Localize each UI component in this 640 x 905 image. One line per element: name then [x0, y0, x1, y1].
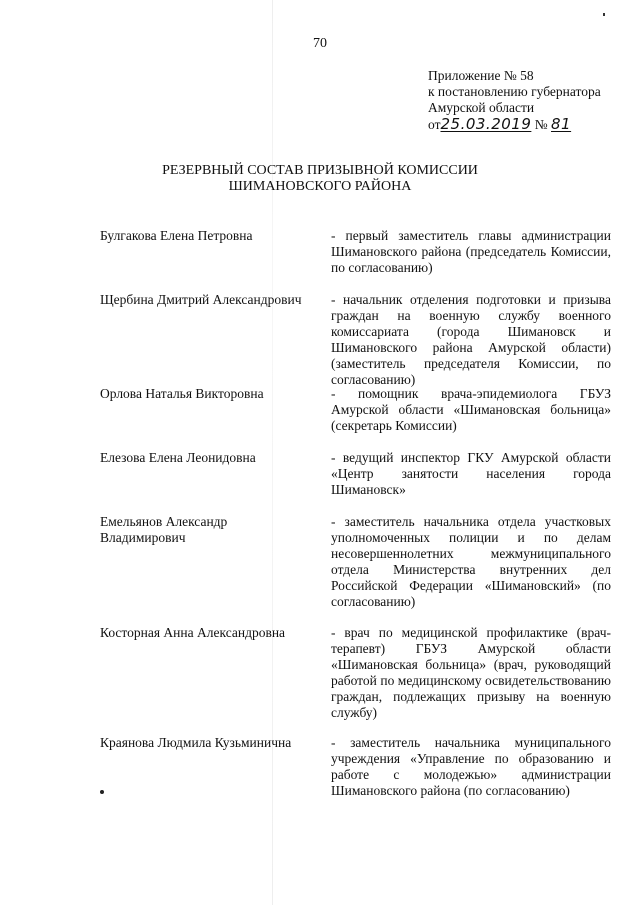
member-name: Щербина Дмитрий Александрович — [100, 292, 302, 307]
appendix-date-line — [428, 116, 628, 133]
appendix-line-3: Амурской области — [428, 100, 535, 115]
member-role: - ведущий инспектор ГКУ Амурской области «Центр занятости населения города Шимановск» — [331, 450, 611, 497]
page-number: 70 — [313, 36, 327, 51]
member-role: - помощник врача-эпидемиолога ГБУЗ Амурской области «Шимановская больница» (секретарь Комиссии) — [331, 386, 611, 433]
member-role: - заместитель начальника отдела участковых уполномоченных полиции и по делам несовершеннолетних межмуниципального отдела Министерства внутренних дел Российской Федерации «Шимановский» (по согласованию) — [331, 514, 611, 609]
handwritten-date: 25.03.2019 — [440, 115, 532, 133]
member-name: Булгакова Елена Петровна — [100, 228, 253, 243]
number-prefix: № — [534, 117, 548, 132]
document-title — [0, 163, 640, 195]
title-line-1: РЕЗЕРВНЫЙ СОСТАВ ПРИЗЫВНОЙ КОМИССИИ — [162, 163, 478, 178]
member-role: - начальник отделения подготовки и призыва граждан на военную службу военного комиссариата (города Шимановск и Шимановского района Амурской области) (заместитель председателя Комиссии, по согласованию) — [331, 292, 611, 387]
scan-dot — [100, 790, 104, 794]
member-role: - заместитель начальника муниципального учреждения «Управление по образованию и работе с молодежью» администрации Шимановского района (по согласованию) — [331, 735, 611, 798]
handwritten-number: 81 — [551, 115, 572, 133]
title-line-2: ШИМАНОВСКОГО РАЙОНА — [228, 179, 412, 194]
member-role: - первый заместитель главы администрации Шимановского района (председатель Комиссии, по согласованию) — [331, 228, 611, 275]
member-name: Косторная Анна Александровна — [100, 625, 286, 640]
member-name: Емельянов Александр Владимирович — [100, 514, 228, 545]
appendix-line-2: к постановлению губернатора — [428, 84, 601, 99]
member-role: - врач по медицинской профилактике (врач-терапевт) ГБУЗ Амурской области «Шимановская больница» (врач, руководящий работой по медицинскому освидетельствованию граждан, подлежащих призыву на военную службу) — [331, 625, 611, 720]
member-name: Елезова Елена Леонидовна — [100, 450, 256, 465]
appendix-line-1: Приложение № 58 — [428, 68, 534, 83]
member-name: Орлова Наталья Викторовна — [100, 386, 264, 401]
appendix-block — [428, 68, 628, 133]
date-prefix: от — [428, 117, 441, 132]
scan-speck — [603, 13, 605, 16]
member-name: Краянова Людмила Кузьминична — [100, 735, 292, 750]
